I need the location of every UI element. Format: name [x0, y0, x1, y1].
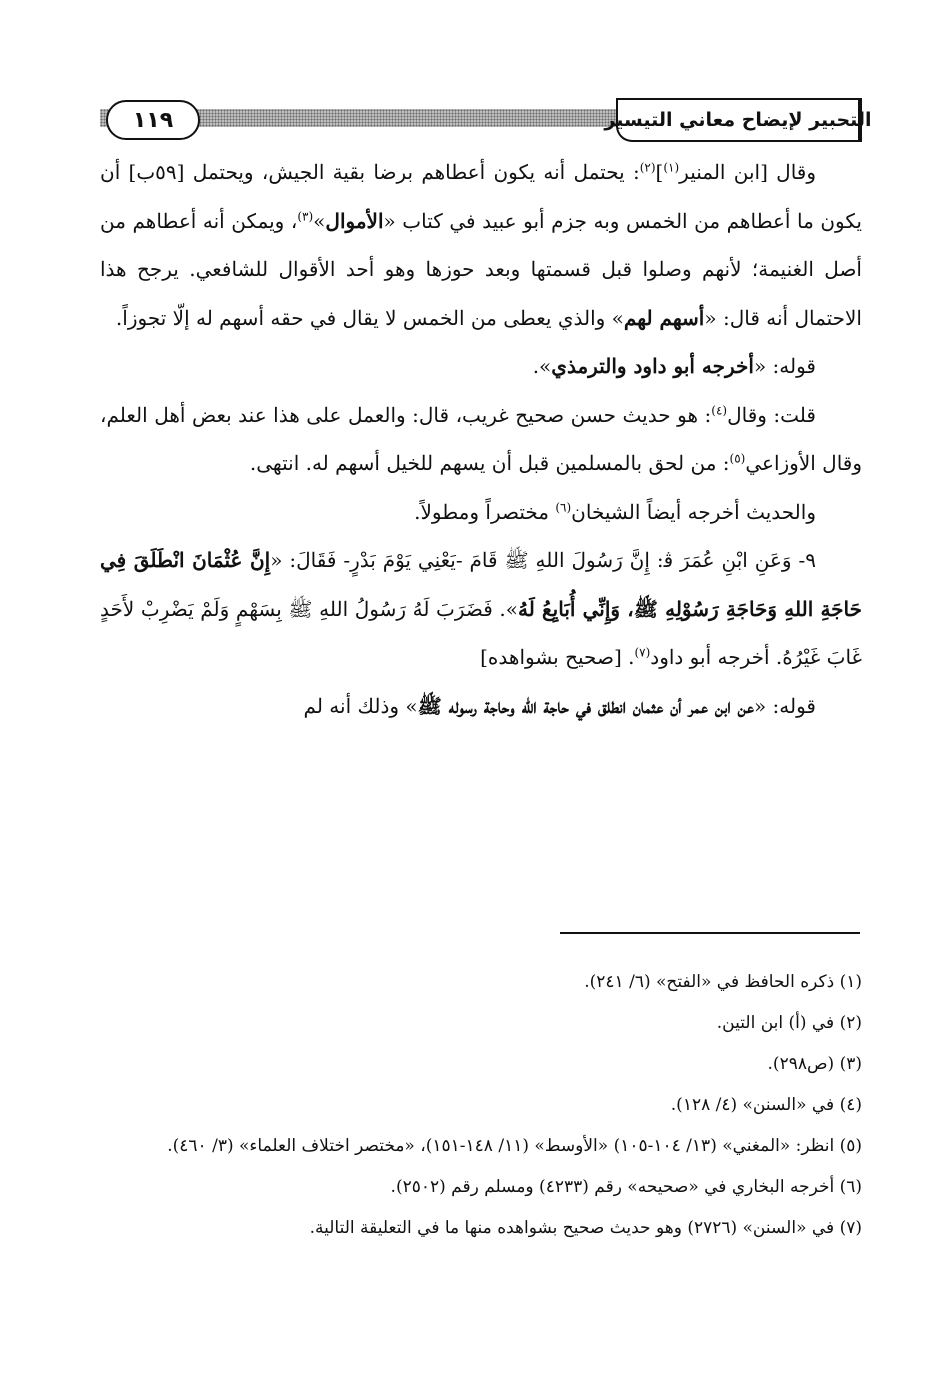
footnote-ref: (٢) — [639, 160, 656, 175]
footnote-ref: (٦) — [555, 499, 572, 514]
text-run: » وذلك أنه لم — [303, 693, 418, 718]
text-run: ، ويمكن أنه أعطاهم من أصل الغنيمة؛ لأنهم وصلوا قبل قسمتها وبعد حوزها وهو أحد الأقوال للشافعي. يرجح هذا الاحتمال أنه قال: « — [100, 208, 862, 330]
paragraph-qultu — [100, 391, 862, 488]
bold-text-run: أخرجه أبو داود والترمذي — [551, 354, 754, 378]
footnote-2: (٢) في (أ) ابن التين. — [716, 1013, 862, 1033]
main-text — [100, 148, 862, 730]
page-header — [100, 98, 872, 142]
text-run: ». فَضَرَبَ لَهُ رَسُولُ اللهِ ﷺ بِسَهْمٍ وَلَمْ يَضْرِبْ لأَحَدٍ غَابَ غَيْرُهُ. أخرجه أبو داود — [100, 596, 862, 669]
footnotes — [100, 962, 862, 1249]
paragraph-ibn-almunir — [100, 148, 862, 342]
footnote-1: (١) ذكره الحافظ في «الفتح» (٦/ ٢٤١). — [584, 972, 862, 992]
footnote-ref: (٧) — [634, 645, 651, 660]
text-run: » — [313, 208, 326, 233]
text-run: قوله: « — [753, 354, 816, 378]
text-run: قوله: « — [753, 693, 816, 718]
text-run: والحديث أخرجه أيضاً الشيخان — [571, 499, 816, 524]
footnote-ref: (٥) — [729, 451, 746, 466]
text-run: . [صحيح بشواهده] — [480, 645, 635, 669]
running-book-title: التحبير لإيضاح معاني التيسير — [616, 98, 862, 142]
footnote-separator — [560, 932, 860, 934]
hadith-9 — [100, 536, 862, 682]
text-run: ». — [532, 354, 552, 378]
text-run: ] — [655, 160, 664, 184]
text-run: ٩- وَعَنِ ابْنِ عُمَرَ ﭬ: إِنَّ رَسُولَ اللهِ ﷺ قَامَ -يَعْنِي يَوْمَ بَدْرٍ- فَقَالَ: « — [270, 548, 817, 572]
paragraph-shaykhan — [100, 488, 862, 537]
text-run: : من لحق بالمسلمين قبل أن يسهم للخيل أسهم له. انتهى. — [249, 451, 730, 475]
bold-text-run: عن ابن عمر أن عثمان انطلق في حاجة الله وحاجة رسوله ﷺ — [417, 693, 754, 718]
text-run: : يحتمل أنه يكون أعطاهم برضا بقية الجيش، ويحتمل [٥٩ب] أن يكون ما أعطاهم من الخمس وبه جزم أبو عبيد في كتاب « — [100, 160, 862, 233]
paragraph-qawluh-ibn-umar — [100, 682, 862, 731]
text-run: وقال [ابن المنير — [679, 160, 817, 184]
footnote-ref: (٤) — [711, 402, 728, 417]
page-number: ١١٩ — [106, 100, 200, 140]
bold-text-run: إِنَّ عُثْمَانَ انْطَلَقَ فِي حَاجَةِ اللهِ وَحَاجَةِ رَسُوْلِهِ ﷺ، وَإِنِّي أُبَايِعُ لَهُ — [100, 548, 863, 621]
footnote-7: (٧) في «السنن» (٢٧٢٦) وهو حديث صحيح بشواهده منها ما في التعليقة التالية. — [309, 1218, 862, 1238]
footnote-3: (٣) (ص٢٩٨). — [767, 1054, 862, 1074]
footnote-5: (٥) انظر: «المغني» (١٣/ ١٠٤-١٠٥) «الأوسط» (١١/ ١٤٨-١٥١)، «مختصر اختلاف العلماء» (٣/ ٤٦٠). — [167, 1136, 862, 1156]
text-run: : هو حديث حسن صحيح غريب، قال: والعمل على هذا عند بعض أهل العلم، وقال الأوزاعي — [100, 402, 862, 475]
text-run: قلت: وقال — [727, 402, 816, 427]
bold-text-run: الأموال — [325, 208, 384, 233]
bold-text-run: أسهم لهم — [623, 305, 705, 330]
footnote-ref: (٣) — [297, 208, 314, 223]
footnote-ref: (١) — [663, 160, 680, 175]
text-run: مختصراً ومطولاً. — [414, 499, 556, 524]
text-run: » والذي يعطى من الخمس لا يقال في حقه أسهم له إلّا تجوزاً. — [115, 305, 624, 330]
footnote-4: (٤) في «السنن» (٤/ ١٢٨). — [670, 1095, 862, 1115]
paragraph-qawluh-abu-dawud — [100, 342, 862, 391]
footnote-6: (٦) أخرجه البخاري في «صحيحه» رقم (٤٢٣٣) ومسلم رقم (٢٥٠٢). — [390, 1177, 862, 1197]
